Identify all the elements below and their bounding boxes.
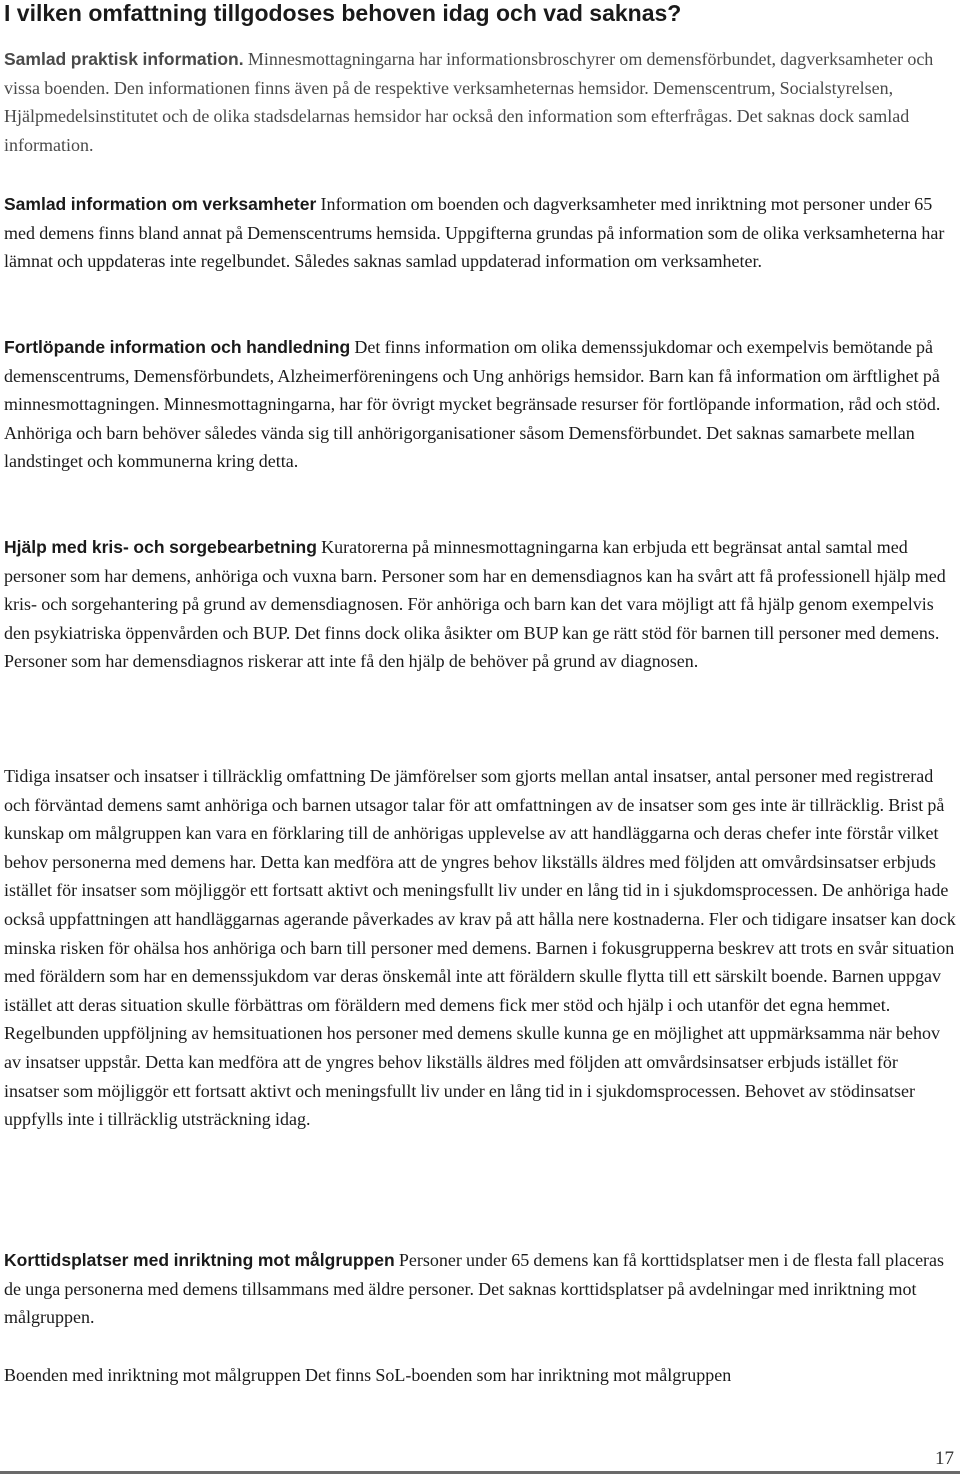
section-body: Tidiga insatser och insatser i tillräcklig omfattning De jämförelser som gjorts mellan antal insatser, antal personer med registrerad och förväntad demens samt anhöriga och barnen utsagor talar för att omfattningen av de insatser som ges inte är tillräcklig. Brist på kunskap om målgruppen kan vara en förklaring till de anhörigas upplevelse av att handläggarna och deras chefer inte förstår vilket behov personerna med demens har. Detta kan medföra att de yngres behov likställs äldres med följden att omvårdsinsatser erbjuds istället för insatser som möjliggör ett fortsatt aktivt och meningsfullt liv under en lång tid in i sjukdomsprocessen. De anhöriga hade också uppfattningen att handläggarnas agerande påverkades av krav på att hålla nere kostnaderna. Fler och tidigare insatser kan dock minska risken för ohälsa hos anhöriga och barn till personer med demens. Barnen i fokusgrupperna beskrev att trots en svår situation med föräldern som har en demenssjukdom var deras önskemål inte att föräldern skulle flytta till ett särskilt boende. Barnen uppgav istället att deras situation skulle förbättras om föräldern med demens fick mer stöd och hjälp i och utanför det egna hemmet. Regelbunden uppföljning av hemsituationen hos personer med demens skulle kunna ge en möjlighet att uppmärksamma när behov av insatser uppstår. Detta kan medföra att de yngres behov likställs äldres med följden att omvårdsinsatser erbjuds istället för insatser som möjliggör ett fortsatt aktivt och meningsfullt liv under en lång tid in i sjukdomsprocessen. Behovet av stödinsatser uppfylls inte i tillräcklig utsträckning idag. [4,766,956,1130]
section-samlad-information-om-verksamheter [4,190,956,276]
section-body: Boenden med inriktning mot målgruppen Det finns SoL-boenden som har inriktning mot målgruppen [4,1365,732,1385]
page-number: 17 [935,1448,954,1469]
section-heading: Samlad information om verksamheter [4,194,317,214]
section-body: Kuratorerna på minnesmottagningarna kan erbjuda ett begränsat antal samtal med personer som har demens, anhöriga och vuxna barn. Personer som har en demensdiagnos kan ha svårt att få professionell hjälp med kris- och sorgehantering på grund av demensdiagnosen. För anhöriga och barn kan det vara möjligt att få hjälp genom exempelvis den psykiatriska öppenvården och BUP. Det finns dock olika åsikter om BUP kan ge rätt stöd för barnen till personer med demens. Personer som har demensdiagnos riskerar att inte få den hjälp de behöver på grund av diagnosen. [4,537,946,672]
section-tidiga-insatser [4,762,956,1134]
section-heading: Fortlöpande information och handledning [4,337,351,357]
section-body: Personer under 65 demens kan få korttidsplatser men i de flesta fall placeras de unga personerna med demens tillsammans med äldre personer. Det saknas korttidsplatser på avdelningar med inriktning mot målgruppen. [4,1250,945,1328]
page-title: I vilken omfattning tillgodoses behoven idag och vad saknas? [4,0,682,26]
section-samlad-praktisk-information [4,45,956,159]
section-korttidsplatser [4,1246,956,1332]
section-heading: Samlad praktisk information. [4,49,244,69]
section-body: Det finns information om olika demenssjukdomar och exempelvis bemötande på demenscentrums, Demensförbundets, Alzheimerföreningens och Ung anhörigs hemsidor. Barn kan få information om ärftlighet på minnesmottagningen. Minnesmottagningarna, har för övrigt mycket begränsade resurser för fortlöpande information, råd och stöd. Anhöriga och barn behöver således vända sig till anhörigorganisationer såsom Demensförbundet. Det saknas samarbete mellan landstinget och kommunerna kring detta. [4,337,941,472]
section-fortlopande-information [4,333,956,476]
section-body: Minnesmottagningarna har informationsbroschyrer om demensförbundet, dagverksamheter och vissa boenden. Den informationen finns även på de respektive verksamheternas hemsidor. Demenscentrum, Socialstyrelsen, Hjälpmedelsinstitutet och de olika stadsdelarnas hemsidor har också den information som efterfrågas. Det saknas dock samlad information. [4,49,934,155]
document-page [4,0,956,1385]
section-kris-och-sorgebearbetning [4,533,956,676]
section-boenden [4,1361,731,1390]
section-heading: Korttidsplatser med inriktning mot målgruppen [4,1250,395,1270]
section-body: Information om boenden och dagverksamheter med inriktning mot personer under 65 med demens finns bland annat på Demenscentrums hemsida. Uppgifterna grundas på information som de olika verksamheterna har lämnat och uppdateras inte regelbundet. Således saknas samlad uppdaterad information om verksamheter. [4,194,945,272]
section-heading: Hjälp med kris- och sorgebearbetning [4,537,317,557]
